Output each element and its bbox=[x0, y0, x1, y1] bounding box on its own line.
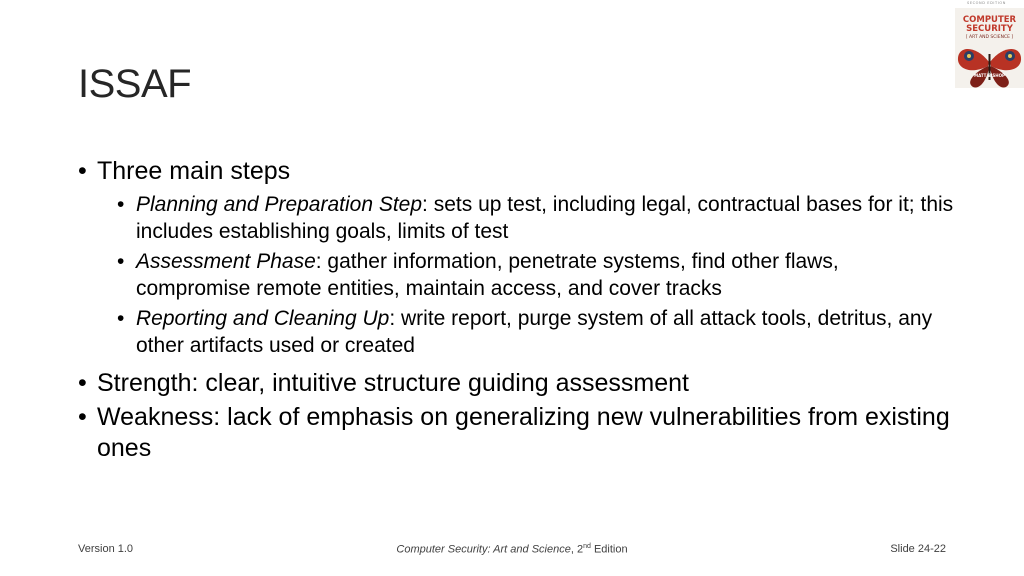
bullet-text: Weakness: lack of emphasis on generalizing new vulnerabilities from existing ones bbox=[97, 403, 950, 462]
footer-version: Version 1.0 bbox=[78, 543, 134, 555]
butterfly-illustration bbox=[955, 42, 1024, 88]
footer-edition-word: Edition bbox=[590, 543, 628, 556]
sub-bullet-planning bbox=[78, 191, 958, 245]
sub-bullet-desc: : write report, purge system of all attack tools, detritus, any other artifacts used or created bbox=[136, 307, 933, 357]
sub-bullet-term: Assessment Phase bbox=[136, 250, 316, 273]
footer-edition-suffix: nd bbox=[583, 543, 591, 550]
slide-content bbox=[78, 156, 958, 464]
sub-bullet-marker: • bbox=[117, 307, 125, 330]
bullet-marker: • bbox=[78, 403, 87, 431]
sub-bullet-reporting bbox=[78, 305, 958, 359]
bullet-strength bbox=[78, 368, 958, 399]
footer-book-citation bbox=[0, 543, 1024, 556]
bullet-marker: • bbox=[78, 157, 87, 185]
bullet-text: Three main steps bbox=[97, 157, 291, 185]
book-title-line2: SECURITY bbox=[966, 24, 1013, 34]
bullet-text: Strength: clear, intuitive structure guiding assessment bbox=[97, 369, 689, 397]
footer-edition-sep: , bbox=[570, 543, 577, 556]
footer-book-title: Computer Security: Art and Science bbox=[396, 543, 571, 556]
book-author: MATT BISHOP bbox=[974, 73, 1005, 78]
footer-edition-number: 2 bbox=[576, 543, 584, 556]
book-subtitle: [ ART AND SCIENCE ] bbox=[965, 35, 1014, 40]
sub-bullet-assessment bbox=[78, 248, 958, 302]
footer-slide-number: Slide 24-22 bbox=[890, 543, 946, 555]
sub-bullet-term: Planning and Preparation Step bbox=[136, 193, 423, 216]
sub-bullet-marker: • bbox=[117, 250, 125, 273]
book-cover-thumbnail bbox=[955, 0, 1024, 88]
sub-bullet-marker: • bbox=[117, 193, 125, 216]
bullet-three-main-steps bbox=[78, 156, 958, 187]
slide-title: ISSAF bbox=[78, 62, 192, 106]
bullet-marker: • bbox=[78, 369, 87, 397]
bullet-weakness bbox=[78, 402, 958, 464]
sub-bullet-list bbox=[78, 191, 958, 359]
book-title-line1: COMPUTER bbox=[962, 15, 1017, 25]
sub-bullet-term: Reporting and Cleaning Up bbox=[136, 307, 390, 330]
book-edition-label: SECOND EDITION bbox=[967, 1, 1006, 5]
sub-bullet-desc: : sets up test, including legal, contractual bases for it; this includes establishing goals, limits of test bbox=[136, 193, 954, 243]
sub-bullet-desc: : gather information, penetrate systems, find other flaws, compromise remote entities, maintain access, and cover tracks bbox=[136, 250, 839, 300]
